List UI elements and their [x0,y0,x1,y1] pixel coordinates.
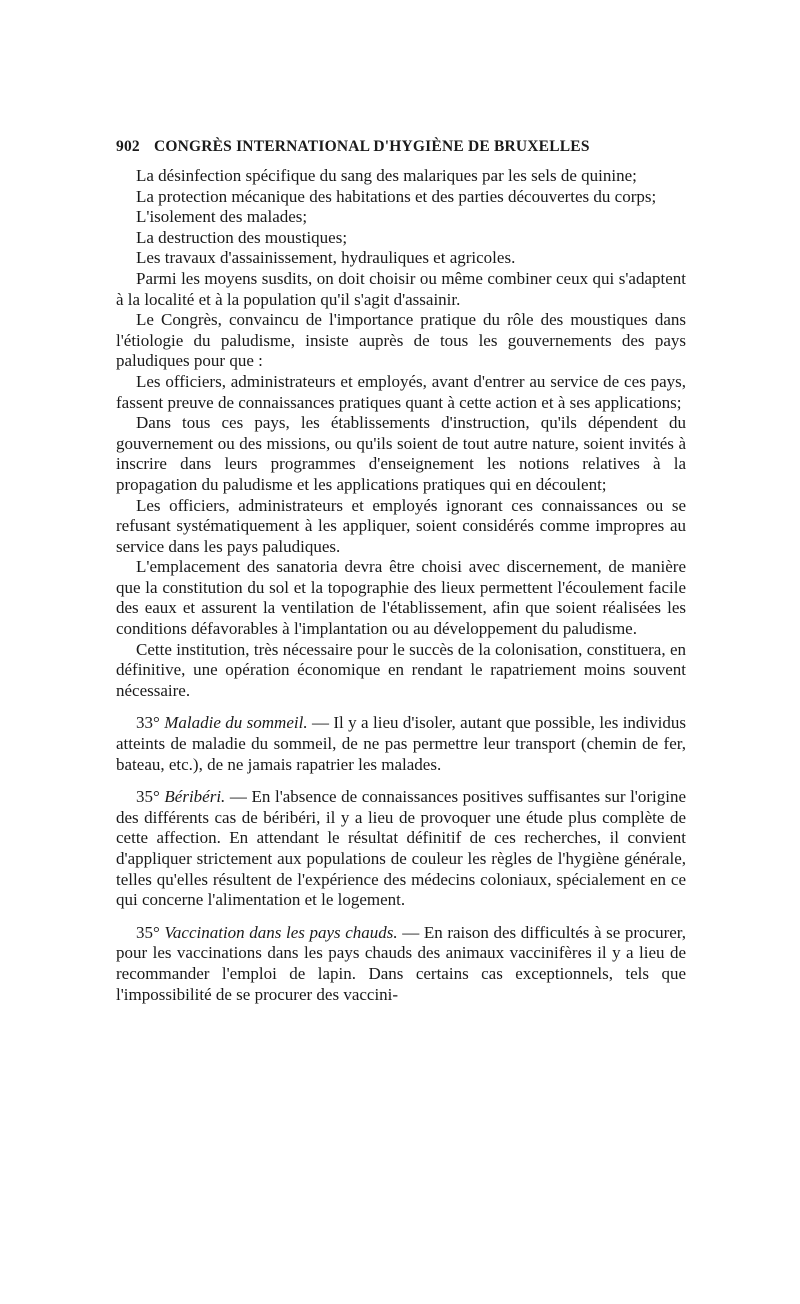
section-title: Béribéri. [164,787,226,807]
paragraph: Les officiers, administrateurs et employés, avant d'entrer au service de ces pays, fassent preuve de connaissances pratiques quant à cette action et à ses applications; [116,371,686,412]
section-number: 33° [136,713,160,733]
paragraph: Le Congrès, convaincu de l'importance pratique du rôle des moustiques dans l'étiologie du paludisme, insiste auprès de tous les gouvernements des pays paludiques pour que : [116,310,686,371]
section-number: 35° [136,922,160,942]
paragraph: La destruction des moustiques; [136,227,348,247]
paragraph: La désinfection spécifique du sang des malariques par les sels de quinine; [136,166,637,185]
running-title: CONGRÈS INTERNATIONAL D'HYGIÈNE DE BRUXELLES [153,138,590,155]
paragraph: Les officiers, administrateurs et employés ignorant ces connaissances ou se refusant systématiquement à les appliquer, soient considérés comme impropres au service dans les pays paludiques. [116,495,686,556]
section-beriberi [116,787,686,911]
page-number: 902 [116,138,140,155]
paragraph: La protection mécanique des habitations et des parties découvertes du corps; [136,186,657,206]
section-body: — Il y a lieu d'isoler, autant que possible, les individus atteints de maladie du sommeil, de ne pas permettre leur transport (chemin de fer, bateau, etc.), de ne jamais rapatrier les malades. [116,713,686,774]
paragraph: Cette institution, très nécessaire pour le succès de la colonisation, constituera, en définitive, une opération économique en rendant le rapatriement moins souvent nécessaire. [116,639,686,700]
section-title: Vaccination dans les pays chauds. [164,922,398,942]
section-sleeping-sickness [116,713,686,775]
section-title: Maladie du sommeil. [164,713,308,733]
running-header [116,138,686,156]
section-body: — En raison des difficultés à se procurer, pour les vaccinations dans les pays chauds des animaux vaccinifères il y a lieu de recommander l'emploi de lapin. Dans certains cas exceptionnels, tels que l'impossibilité de se procurer des vaccini- [116,922,687,1004]
paragraph: Dans tous ces pays, les établissements d'instruction, qu'ils dépendent du gouvernement ou des missions, ou qu'ils soient de tout autre nature, soient invités à inscrire dans leurs programmes d'enseignement les notions relatives à la propagation du paludisme et les applications pratiques qui en découlent; [116,413,686,494]
section-number: 35° [136,787,160,807]
paragraph: Parmi les moyens susdits, on doit choisir ou même combiner ceux qui s'adaptent à la localité et à la population qu'il s'agit d'assainir. [116,268,686,309]
paragraph: L'emplacement des sanatoria devra être choisi avec discernement, de manière que la constitution du sol et la topographie des lieux permettent l'écoulement facile des eaux et assurent la ventilation de l'établissement, afin que soient réalisées les conditions défavorables à l'implantation ou au développement du paludisme. [116,557,686,639]
paragraph: Les travaux d'assainissement, hydrauliques et agricoles. [136,248,516,268]
paragraph: L'isolement des malades; [136,207,308,227]
section-vaccination [116,923,686,1005]
body-text [116,166,686,1005]
section-body: — En l'absence de connaissances positives suffisantes sur l'origine des différents cas de béribéri, il y a lieu de provoquer une étude plus complète de cette affection. En attendant le résultat définitif de ces recherches, il convient d'appliquer strictement aux populations de couleur les règles de l'hygiène générale, telles qu'elles résultent de l'expérience des médecins coloniaux, spécialement en ce qui concerne l'alimentation et le logement. [116,787,687,910]
